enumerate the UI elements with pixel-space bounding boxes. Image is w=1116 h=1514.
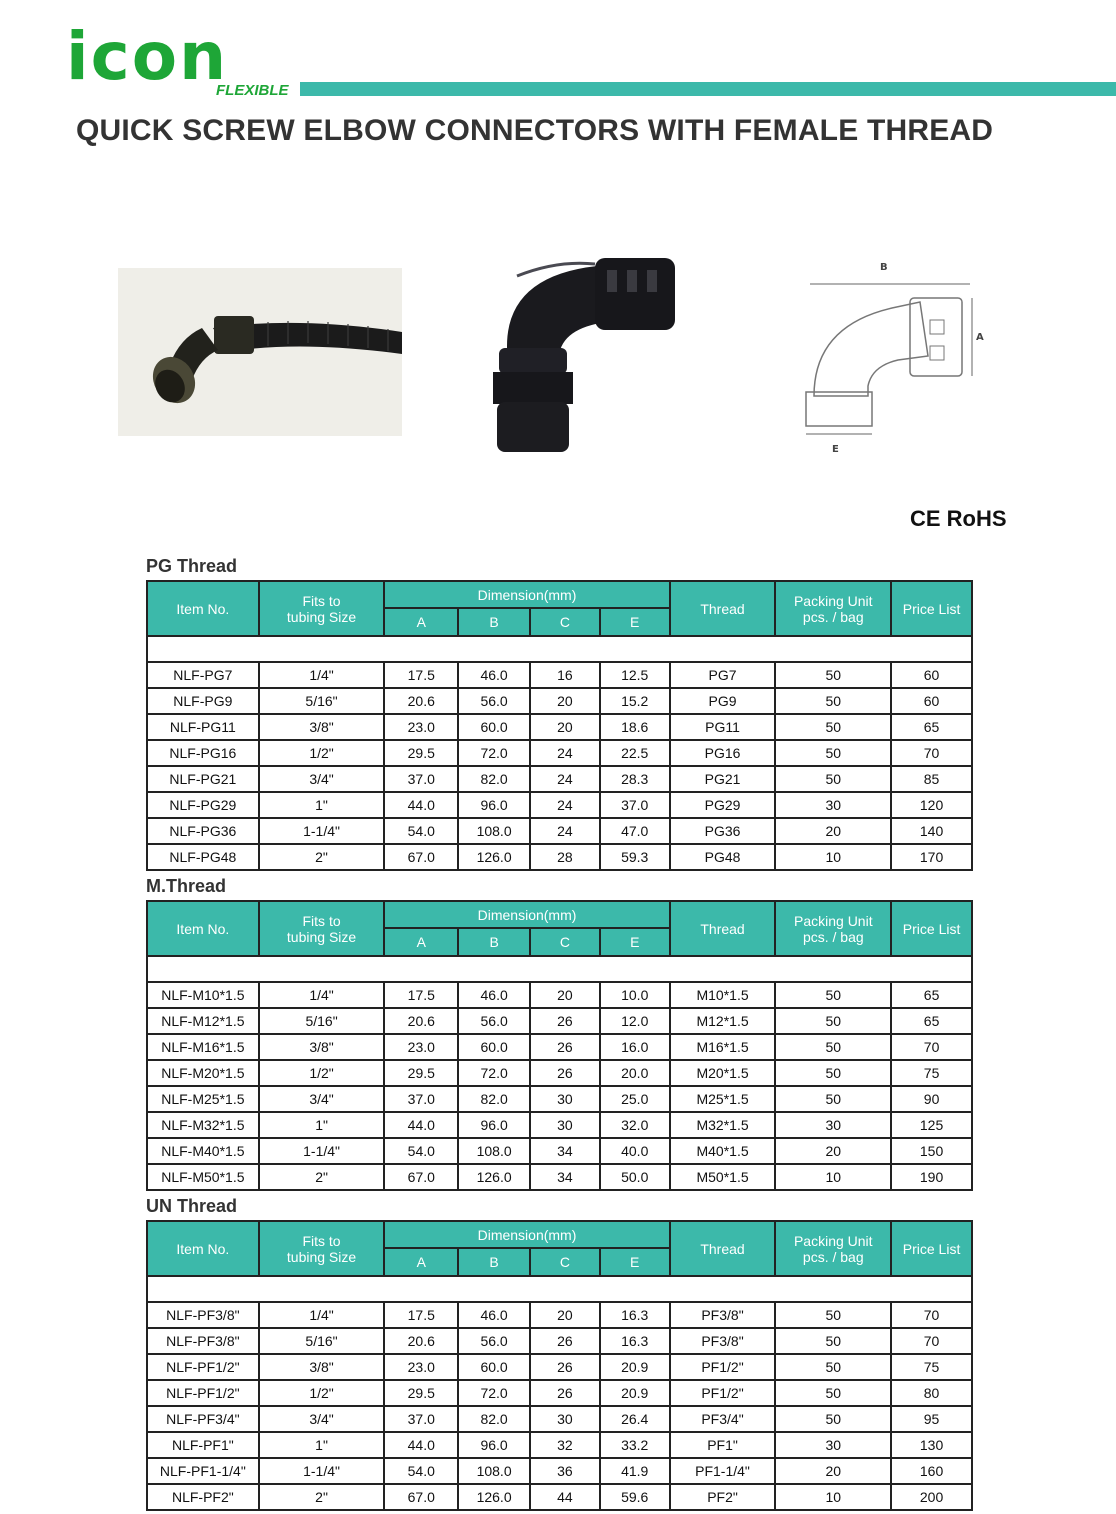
thread-cell: M10*1.5 — [670, 982, 776, 1008]
packing-unit-cell: 10 — [775, 1484, 891, 1510]
dim-e-cell: 41.9 — [600, 1458, 670, 1484]
table-row — [147, 766, 972, 792]
dim-e-cell: 15.2 — [600, 688, 670, 714]
dim-a-cell: 54.0 — [384, 1138, 458, 1164]
table-row — [147, 1406, 972, 1432]
dim-c-cell: 20 — [530, 688, 600, 714]
thread-cell: M32*1.5 — [670, 1112, 776, 1138]
dim-a-cell: 20.6 — [384, 688, 458, 714]
dim-b-cell: 56.0 — [458, 1008, 530, 1034]
item-no-cell: NLF-M20*1.5 — [147, 1060, 259, 1086]
dim-e-cell: 12.5 — [600, 662, 670, 688]
dim-c-cell: 32 — [530, 1432, 600, 1458]
packing-unit-cell: 50 — [775, 1354, 891, 1380]
item-no-cell: NLF-PG29 — [147, 792, 259, 818]
table-row — [147, 740, 972, 766]
table-row — [147, 688, 972, 714]
item-no-cell: NLF-M40*1.5 — [147, 1138, 259, 1164]
packing-unit-cell: 20 — [775, 1458, 891, 1484]
thread-cell: PG21 — [670, 766, 776, 792]
table-row — [147, 662, 972, 688]
tubing-size-cell: 5/16" — [259, 1008, 385, 1034]
packing-unit-cell: 50 — [775, 766, 891, 792]
brand-logo — [66, 18, 296, 102]
dim-c-cell: 30 — [530, 1112, 600, 1138]
header-packing-unit: Packing Unit pcs. / bag — [775, 581, 891, 636]
item-no-cell: NLF-PF1" — [147, 1432, 259, 1458]
certification-marks: CE RoHS — [910, 506, 1007, 531]
item-no-cell: NLF-PG48 — [147, 844, 259, 870]
packing-unit-cell: 50 — [775, 662, 891, 688]
header-dim-e: E — [600, 928, 670, 956]
dim-b-cell: 108.0 — [458, 1138, 530, 1164]
header-fits-tubing: Fits to tubing Size — [259, 1221, 385, 1276]
dim-c-cell: 26 — [530, 1328, 600, 1354]
price-cell: 60 — [891, 662, 972, 688]
packing-unit-cell: 50 — [775, 740, 891, 766]
packing-unit-cell: 50 — [775, 1086, 891, 1112]
dim-e-cell: 40.0 — [600, 1138, 670, 1164]
header-dim-b: B — [458, 1248, 530, 1276]
header-item-no: Item No. — [147, 901, 259, 956]
header-price-list: Price List — [891, 581, 972, 636]
section-label-m: M.Thread — [146, 876, 227, 896]
dim-e-cell: 59.6 — [600, 1484, 670, 1510]
tubing-size-cell: 2" — [259, 1484, 385, 1510]
tubing-size-cell: 3/4" — [259, 1086, 385, 1112]
dim-a-cell: 37.0 — [384, 1406, 458, 1432]
section-label-pg: PG Thread — [146, 556, 238, 576]
dim-e-cell: 26.4 — [600, 1406, 670, 1432]
table-row — [147, 844, 972, 870]
un-thread-table — [146, 1220, 973, 1511]
thread-cell: PF1/2" — [670, 1380, 776, 1406]
thread-cell: PF2" — [670, 1484, 776, 1510]
dim-a-cell: 37.0 — [384, 766, 458, 792]
dim-c-cell: 30 — [530, 1406, 600, 1432]
dim-e-cell: 28.3 — [600, 766, 670, 792]
table-row — [147, 1328, 972, 1354]
header-dim-e: E — [600, 1248, 670, 1276]
header-dimension: Dimension(mm) — [384, 901, 669, 928]
tubing-size-cell: 1" — [259, 792, 385, 818]
dim-c-cell: 20 — [530, 982, 600, 1008]
tubing-size-cell: 1" — [259, 1432, 385, 1458]
item-no-cell: NLF-PG9 — [147, 688, 259, 714]
tubing-size-cell: 2" — [259, 1164, 385, 1190]
dim-b-cell: 82.0 — [458, 1406, 530, 1432]
dim-e-cell: 59.3 — [600, 844, 670, 870]
header-separator — [147, 636, 972, 662]
pg-thread-table — [146, 580, 973, 871]
dim-e-cell: 37.0 — [600, 792, 670, 818]
table-row — [147, 818, 972, 844]
dim-b-cell: 108.0 — [458, 818, 530, 844]
item-no-cell: NLF-M12*1.5 — [147, 1008, 259, 1034]
dim-c-cell: 26 — [530, 1060, 600, 1086]
price-cell: 65 — [891, 1008, 972, 1034]
table-row — [147, 792, 972, 818]
dim-a-cell: 17.5 — [384, 1302, 458, 1328]
item-no-cell: NLF-PF1/2" — [147, 1354, 259, 1380]
header-dim-a: A — [384, 608, 458, 636]
dim-e-cell: 20.9 — [600, 1354, 670, 1380]
dim-b-cell: 126.0 — [458, 1164, 530, 1190]
price-cell: 90 — [891, 1086, 972, 1112]
dim-a-cell: 17.5 — [384, 662, 458, 688]
thread-cell: PF1/2" — [670, 1354, 776, 1380]
thread-cell: M40*1.5 — [670, 1138, 776, 1164]
tubing-size-cell: 3/8" — [259, 1034, 385, 1060]
packing-unit-cell: 20 — [775, 1138, 891, 1164]
pg-thread-rows — [147, 636, 972, 870]
dim-c-cell: 16 — [530, 662, 600, 688]
packing-unit-cell: 10 — [775, 1164, 891, 1190]
packing-unit-cell: 50 — [775, 1328, 891, 1354]
header-dim-a: A — [384, 1248, 458, 1276]
tubing-size-cell: 1/4" — [259, 1302, 385, 1328]
dim-c-cell: 24 — [530, 740, 600, 766]
item-no-cell: NLF-M16*1.5 — [147, 1034, 259, 1060]
dim-c-cell: 36 — [530, 1458, 600, 1484]
dim-a-cell: 67.0 — [384, 1164, 458, 1190]
m-thread-rows — [147, 956, 972, 1190]
dim-b-cell: 72.0 — [458, 1060, 530, 1086]
dim-a-cell: 44.0 — [384, 1112, 458, 1138]
item-no-cell: NLF-PF3/8" — [147, 1328, 259, 1354]
dim-b-cell: 72.0 — [458, 1380, 530, 1406]
dim-c-cell: 44 — [530, 1484, 600, 1510]
dim-b-cell: 96.0 — [458, 1112, 530, 1138]
dim-c-cell: 26 — [530, 1354, 600, 1380]
thread-cell: PF3/8" — [670, 1302, 776, 1328]
dim-a-cell: 23.0 — [384, 714, 458, 740]
header-packing-unit: Packing Unit pcs. / bag — [775, 901, 891, 956]
price-cell: 190 — [891, 1164, 972, 1190]
price-cell: 130 — [891, 1432, 972, 1458]
dim-b-cell: 126.0 — [458, 1484, 530, 1510]
page-title: QUICK SCREW ELBOW CONNECTORS WITH FEMALE THREAD — [76, 114, 994, 147]
dim-b-cell: 60.0 — [458, 714, 530, 740]
price-cell: 75 — [891, 1060, 972, 1086]
thread-cell: PG29 — [670, 792, 776, 818]
dim-b-cell: 82.0 — [458, 766, 530, 792]
price-cell: 75 — [891, 1354, 972, 1380]
thread-cell: PG7 — [670, 662, 776, 688]
dim-a-cell: 54.0 — [384, 1458, 458, 1484]
header-dim-b: B — [458, 608, 530, 636]
dim-c-cell: 24 — [530, 792, 600, 818]
thread-cell: PG36 — [670, 818, 776, 844]
dim-a-cell: 67.0 — [384, 844, 458, 870]
dim-a-cell: 29.5 — [384, 1060, 458, 1086]
dim-b-cell: 126.0 — [458, 844, 530, 870]
price-cell: 200 — [891, 1484, 972, 1510]
table-row — [147, 1302, 972, 1328]
packing-unit-cell: 50 — [775, 1406, 891, 1432]
price-cell: 160 — [891, 1458, 972, 1484]
dim-e-cell: 22.5 — [600, 740, 670, 766]
tubing-size-cell: 1-1/4" — [259, 1458, 385, 1484]
packing-unit-cell: 20 — [775, 818, 891, 844]
packing-unit-cell: 50 — [775, 1008, 891, 1034]
tubing-size-cell: 1/2" — [259, 1060, 385, 1086]
dim-b-cell: 60.0 — [458, 1354, 530, 1380]
dim-e-cell: 16.0 — [600, 1034, 670, 1060]
packing-unit-cell: 50 — [775, 1380, 891, 1406]
dim-e-cell: 18.6 — [600, 714, 670, 740]
m-thread-table — [146, 900, 973, 1191]
dim-b-cell: 96.0 — [458, 792, 530, 818]
tubing-size-cell: 1" — [259, 1112, 385, 1138]
table-row — [147, 1432, 972, 1458]
dim-a-cell: 44.0 — [384, 792, 458, 818]
section-label-un: UN Thread — [146, 1196, 238, 1216]
table-row — [147, 1112, 972, 1138]
dim-c-cell: 26 — [530, 1034, 600, 1060]
dim-b-cell: 60.0 — [458, 1034, 530, 1060]
dim-e-cell: 47.0 — [600, 818, 670, 844]
header-dim-c: C — [530, 1248, 600, 1276]
price-cell: 65 — [891, 714, 972, 740]
header-price-list: Price List — [891, 1221, 972, 1276]
dim-b-cell: 108.0 — [458, 1458, 530, 1484]
dim-e-cell: 20.9 — [600, 1380, 670, 1406]
tubing-size-cell: 1/4" — [259, 662, 385, 688]
header-fits-tubing: Fits to tubing Size — [259, 581, 385, 636]
packing-unit-cell: 50 — [775, 1034, 891, 1060]
header-dim-c: C — [530, 928, 600, 956]
price-cell: 95 — [891, 1406, 972, 1432]
packing-unit-cell: 50 — [775, 688, 891, 714]
item-no-cell: NLF-PG16 — [147, 740, 259, 766]
table-row — [147, 1008, 972, 1034]
header-separator — [147, 1276, 972, 1302]
header-dim-a: A — [384, 928, 458, 956]
item-no-cell: NLF-PG36 — [147, 818, 259, 844]
drawing-label-b: B — [880, 262, 888, 273]
header-thread: Thread — [670, 581, 776, 636]
dim-b-cell: 46.0 — [458, 662, 530, 688]
dim-a-cell: 54.0 — [384, 818, 458, 844]
table-row — [147, 1484, 972, 1510]
thread-cell: PG48 — [670, 844, 776, 870]
dim-b-cell: 96.0 — [458, 1432, 530, 1458]
packing-unit-cell: 50 — [775, 714, 891, 740]
price-cell: 85 — [891, 766, 972, 792]
packing-unit-cell: 50 — [775, 1060, 891, 1086]
dim-c-cell: 24 — [530, 818, 600, 844]
brand-subtitle: FLEXIBLE — [216, 82, 289, 99]
header-dim-c: C — [530, 608, 600, 636]
header-thread: Thread — [670, 901, 776, 956]
header-dimension: Dimension(mm) — [384, 581, 669, 608]
tubing-size-cell: 2" — [259, 844, 385, 870]
thread-cell: M16*1.5 — [670, 1034, 776, 1060]
item-no-cell: NLF-PF3/8" — [147, 1302, 259, 1328]
header-fits-tubing: Fits to tubing Size — [259, 901, 385, 956]
tubing-size-cell: 5/16" — [259, 1328, 385, 1354]
dim-a-cell: 23.0 — [384, 1034, 458, 1060]
tubing-size-cell: 3/8" — [259, 714, 385, 740]
table-row — [147, 1380, 972, 1406]
price-cell: 80 — [891, 1380, 972, 1406]
price-cell: 70 — [891, 1302, 972, 1328]
dim-b-cell: 56.0 — [458, 1328, 530, 1354]
dim-b-cell: 56.0 — [458, 688, 530, 714]
packing-unit-cell: 30 — [775, 1112, 891, 1138]
tubing-size-cell: 1/2" — [259, 740, 385, 766]
thread-cell: PF1-1/4" — [670, 1458, 776, 1484]
item-no-cell: NLF-PF1/2" — [147, 1380, 259, 1406]
dim-e-cell: 50.0 — [600, 1164, 670, 1190]
dim-b-cell: 72.0 — [458, 740, 530, 766]
dim-c-cell: 34 — [530, 1138, 600, 1164]
dim-a-cell: 44.0 — [384, 1432, 458, 1458]
dim-c-cell: 20 — [530, 1302, 600, 1328]
dim-c-cell: 34 — [530, 1164, 600, 1190]
packing-unit-cell: 30 — [775, 1432, 891, 1458]
thread-cell: M25*1.5 — [670, 1086, 776, 1112]
dim-a-cell: 20.6 — [384, 1008, 458, 1034]
dim-c-cell: 20 — [530, 714, 600, 740]
price-cell: 60 — [891, 688, 972, 714]
price-cell: 120 — [891, 792, 972, 818]
header-separator — [147, 956, 972, 982]
price-cell: 170 — [891, 844, 972, 870]
drawing-label-a: A — [976, 332, 984, 343]
thread-cell: PF1" — [670, 1432, 776, 1458]
item-no-cell: NLF-M25*1.5 — [147, 1086, 259, 1112]
header-thread: Thread — [670, 1221, 776, 1276]
brand-name: icon — [66, 18, 229, 95]
table-row — [147, 1354, 972, 1380]
tubing-size-cell: 5/16" — [259, 688, 385, 714]
packing-unit-cell: 30 — [775, 792, 891, 818]
item-no-cell: NLF-PF2" — [147, 1484, 259, 1510]
thread-cell: PG9 — [670, 688, 776, 714]
dim-e-cell: 32.0 — [600, 1112, 670, 1138]
item-no-cell: NLF-PG7 — [147, 662, 259, 688]
dim-a-cell: 20.6 — [384, 1328, 458, 1354]
item-no-cell: NLF-PG11 — [147, 714, 259, 740]
table-row — [147, 1086, 972, 1112]
thread-cell: PG11 — [670, 714, 776, 740]
price-cell: 70 — [891, 1034, 972, 1060]
table-row — [147, 1138, 972, 1164]
item-no-cell: NLF-PF3/4" — [147, 1406, 259, 1432]
price-cell: 125 — [891, 1112, 972, 1138]
dim-a-cell: 29.5 — [384, 740, 458, 766]
tubing-size-cell: 3/4" — [259, 1406, 385, 1432]
tubing-size-cell: 1-1/4" — [259, 1138, 385, 1164]
tubing-size-cell: 1/4" — [259, 982, 385, 1008]
dim-c-cell: 26 — [530, 1380, 600, 1406]
dim-a-cell: 23.0 — [384, 1354, 458, 1380]
header-item-no: Item No. — [147, 581, 259, 636]
table-row — [147, 714, 972, 740]
dim-e-cell: 33.2 — [600, 1432, 670, 1458]
price-cell: 65 — [891, 982, 972, 1008]
packing-unit-cell: 10 — [775, 844, 891, 870]
thread-cell: PF3/8" — [670, 1328, 776, 1354]
thread-cell: M12*1.5 — [670, 1008, 776, 1034]
table-row — [147, 1034, 972, 1060]
thread-cell: M20*1.5 — [670, 1060, 776, 1086]
table-row — [147, 982, 972, 1008]
header-price-list: Price List — [891, 901, 972, 956]
dim-c-cell: 24 — [530, 766, 600, 792]
item-no-cell: NLF-M50*1.5 — [147, 1164, 259, 1190]
dim-e-cell: 16.3 — [600, 1328, 670, 1354]
dim-e-cell: 25.0 — [600, 1086, 670, 1112]
dim-a-cell: 67.0 — [384, 1484, 458, 1510]
un-thread-rows — [147, 1276, 972, 1510]
product-photo-elbow — [467, 236, 707, 470]
tubing-size-cell: 1/2" — [259, 1380, 385, 1406]
dim-c-cell: 26 — [530, 1008, 600, 1034]
item-no-cell: NLF-M10*1.5 — [147, 982, 259, 1008]
tubing-size-cell: 3/8" — [259, 1354, 385, 1380]
dim-e-cell: 10.0 — [600, 982, 670, 1008]
header-packing-unit: Packing Unit pcs. / bag — [775, 1221, 891, 1276]
dim-e-cell: 20.0 — [600, 1060, 670, 1086]
thread-cell: M50*1.5 — [670, 1164, 776, 1190]
tubing-size-cell: 1-1/4" — [259, 818, 385, 844]
packing-unit-cell: 50 — [775, 1302, 891, 1328]
table-row — [147, 1458, 972, 1484]
item-no-cell: NLF-PF1-1/4" — [147, 1458, 259, 1484]
dim-e-cell: 12.0 — [600, 1008, 670, 1034]
header-dim-b: B — [458, 928, 530, 956]
dim-b-cell: 82.0 — [458, 1086, 530, 1112]
dim-e-cell: 16.3 — [600, 1302, 670, 1328]
dim-a-cell: 29.5 — [384, 1380, 458, 1406]
header-dimension: Dimension(mm) — [384, 1221, 669, 1248]
item-no-cell: NLF-PG21 — [147, 766, 259, 792]
price-cell: 140 — [891, 818, 972, 844]
table-row — [147, 1060, 972, 1086]
packing-unit-cell: 50 — [775, 982, 891, 1008]
header-accent-bar — [300, 82, 1116, 96]
header-dim-e: E — [600, 608, 670, 636]
dim-c-cell: 30 — [530, 1086, 600, 1112]
dim-a-cell: 17.5 — [384, 982, 458, 1008]
dimension-drawing — [780, 236, 990, 470]
item-no-cell: NLF-M32*1.5 — [147, 1112, 259, 1138]
thread-cell: PG16 — [670, 740, 776, 766]
header-item-no: Item No. — [147, 1221, 259, 1276]
price-cell: 70 — [891, 1328, 972, 1354]
dim-c-cell: 28 — [530, 844, 600, 870]
table-row — [147, 1164, 972, 1190]
dim-a-cell: 37.0 — [384, 1086, 458, 1112]
drawing-label-e: E — [832, 444, 839, 455]
dim-b-cell: 46.0 — [458, 982, 530, 1008]
thread-cell: PF3/4" — [670, 1406, 776, 1432]
product-photo-installed — [118, 268, 402, 436]
price-cell: 150 — [891, 1138, 972, 1164]
tubing-size-cell: 3/4" — [259, 766, 385, 792]
price-cell: 70 — [891, 740, 972, 766]
dim-b-cell: 46.0 — [458, 1302, 530, 1328]
